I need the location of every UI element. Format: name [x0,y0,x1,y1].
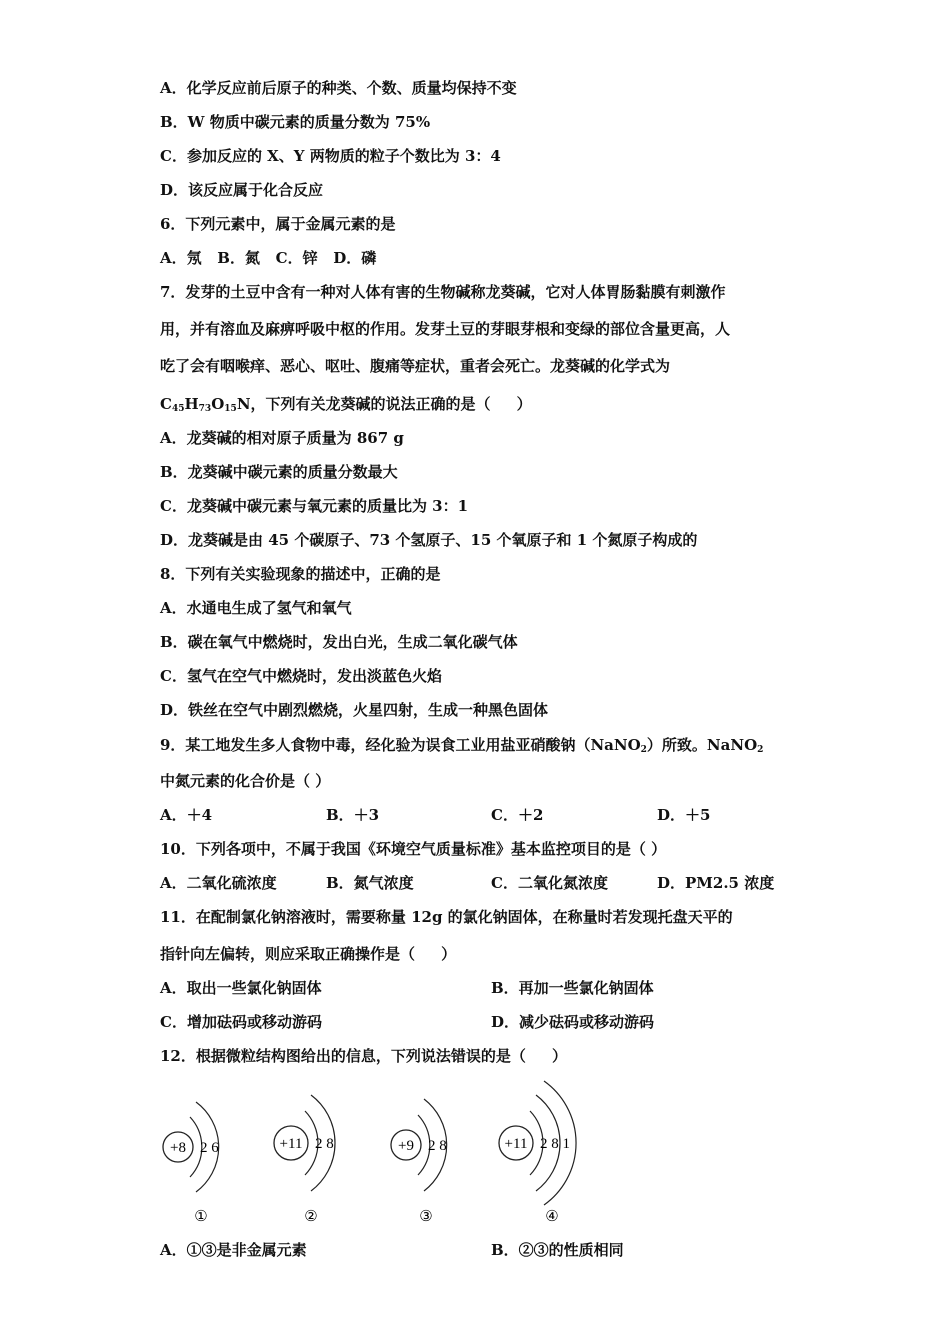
q6-options: A．氖 B．氮 C．锌 D．磷 [160,249,377,267]
nucleus-charge: +8 [170,1140,186,1156]
q11-option-d: D．减少砝码或移动游码 [491,1013,655,1031]
atom-diagram-4 [499,1081,576,1225]
formula-o-sub: 15 [224,404,237,414]
atom-diagram-2 [274,1095,335,1225]
q7-line4-tail: ，下列有关龙葵碱的说法正确的是（ ） [250,395,532,413]
q9-option-b: B．＋3 [326,806,380,824]
q9-sub2: 2 [757,745,764,755]
q7-line1: 7．发芽的土豆中含有一种对人体有害的生物碱称龙葵碱，它对人体胃肠黏膜有刺激作 [160,283,726,301]
diagram-label: ① [194,1207,208,1225]
q8-option-b: B．碳在氧气中燃烧时，发出白光，生成二氧化碳气体 [160,633,518,651]
q10-option-c: C．二氧化氮浓度 [491,874,608,892]
shell-electrons: 2 6 [200,1140,219,1156]
formula-c-sub: 45 [171,404,185,414]
atom-diagram-1 [163,1102,219,1225]
q5-option-c: C．参加反应的 X、Y 两物质的粒子个数比为 3：4 [160,147,501,165]
q8-option-d: D．铁丝在空气中剧烈燃烧，火星四射，生成一种黑色固体 [160,701,549,719]
diagram-label: ② [304,1207,318,1225]
shell-electrons: 2 8 [428,1138,447,1154]
q9-sub1: 2 [640,745,647,755]
shell-electrons: 2 8 [315,1136,334,1152]
q9-option-a: A．＋4 [160,806,213,824]
q7-line4 [160,394,532,419]
nucleus-charge: +9 [398,1138,414,1154]
formula-h: H [184,395,199,413]
q8-stem: 8．下列有关实验现象的描述中，正确的是 [160,565,441,583]
q7-option-d: D．龙葵碱是由 45 个碳原子、73 个氢原子、15 个氧原子和 1 个氮原子构成的 [160,531,698,549]
q12-stem: 12．根据微粒结构图给出的信息，下列说法错误的是（ ） [160,1047,567,1065]
formula-n: N [236,395,251,413]
diagram-label: ④ [545,1207,559,1225]
q7-option-b: B．龙葵碱中碳元素的质量分数最大 [160,463,398,481]
q11-option-b: B．再加一些氯化钠固体 [491,979,654,997]
q9-option-d: D．＋5 [657,806,711,824]
atom-diagrams [150,1075,610,1235]
diagram-label: ③ [419,1207,433,1225]
nucleus-charge: +11 [504,1136,528,1152]
q10-option-b: B．氮气浓度 [326,874,414,892]
formula-h-sub: 73 [198,404,212,414]
q7-option-a: A．龙葵碱的相对原子质量为 867 g [160,429,404,447]
q11-line2: 指针向左偏转，则应采取正确操作是（ ） [160,945,457,963]
q6-stem: 6．下列元素中，属于金属元素的是 [160,215,396,233]
q9-line2: 中氮元素的化合价是（ ） [160,772,331,790]
q7-line3: 吃了会有咽喉痒、恶心、呕吐、腹痛等症状，重者会死亡。龙葵碱的化学式为 [160,357,671,375]
nucleus-charge: +11 [279,1136,303,1152]
q9-option-c: C．＋2 [491,806,544,824]
q10-option-a: A．二氧化硫浓度 [160,874,277,892]
q12-option-b: B．②③的性质相同 [491,1241,624,1259]
q8-option-c: C．氢气在空气中燃烧时，发出淡蓝色火焰 [160,667,442,685]
atom-diagram-3 [391,1099,447,1225]
q10-stem: 10．下列各项中，不属于我国《环境空气质量标准》基本监控项目的是（ ） [160,840,667,858]
q11-line1: 11．在配制氯化钠溶液时，需要称量 12g 的氯化钠固体，在称量时若发现托盘天平的 [160,908,733,926]
q10-option-d: D．PM2.5 浓度 [657,874,775,892]
q11-option-c: C．增加砝码或移动游码 [160,1013,322,1031]
shell-electrons: 2 8 1 [540,1136,570,1152]
formula-c: C [160,395,172,413]
q5-option-d: D．该反应属于化合反应 [160,181,324,199]
q12-option-a: A．①③是非金属元素 [160,1241,307,1259]
q9-line1 [160,735,763,760]
q5-option-b: B．W 物质中碳元素的质量分数为 75% [160,113,431,131]
q8-option-a: A．水通电生成了氢气和氧气 [160,599,352,617]
q9-line1-head: 9．某工地发生多人食物中毒，经化验为误食工业用盐亚硝酸钠（NaNO [160,736,641,754]
q7-option-c: C．龙葵碱中碳元素与氧元素的质量比为 3：1 [160,497,469,515]
q9-line1-mid: ）所致。NaNO [646,736,758,754]
q11-option-a: A．取出一些氯化钠固体 [160,979,322,997]
q5-option-a: A．化学反应前后原子的种类、个数、质量均保持不变 [160,79,517,97]
q7-line2: 用，并有溶血及麻痹呼吸中枢的作用。发芽土豆的芽眼芽根和变绿的部位含量更高，人 [160,320,731,338]
formula-o: O [211,395,225,413]
